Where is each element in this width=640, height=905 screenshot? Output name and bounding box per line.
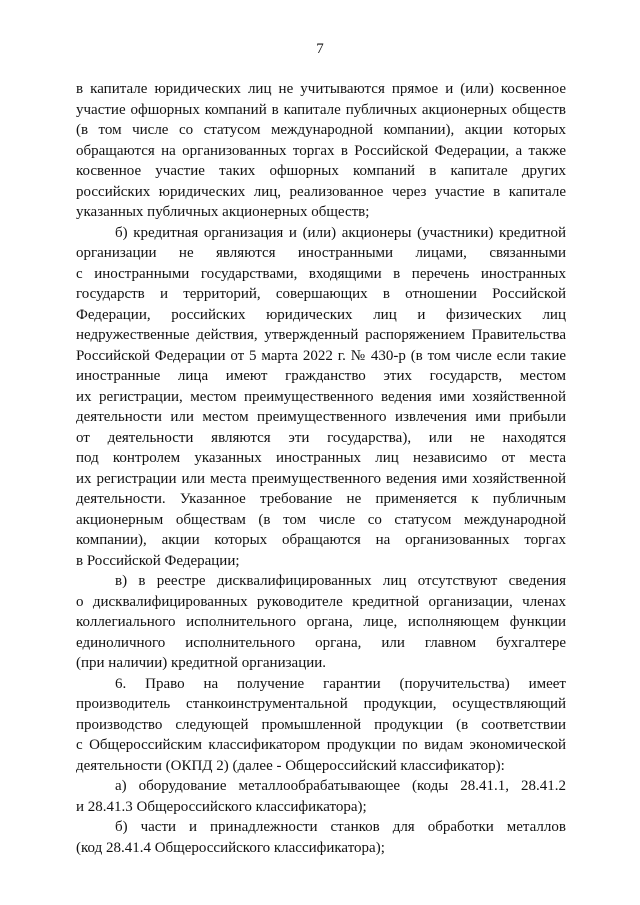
text-line: (код 28.41.4 Общероссийского классификатора); (76, 839, 385, 856)
text-line: в Российской Федерации; (76, 552, 240, 569)
text-line: производитель станкоинструментальной продукции, осуществляющий (76, 696, 566, 712)
text-line: обращаются на организованных торгах в Российской Федерации, а также (76, 142, 566, 159)
text-line: с Общероссийским классификатором продукции по видам экономической (76, 737, 566, 753)
text-line: указанных публичных акционерных обществ; (76, 204, 370, 220)
document-body (76, 79, 566, 858)
text-line: единоличного исполнительного органа, или главном бухгалтере (76, 634, 566, 651)
text-line: их регистрации, местом преимущественного ведения ими хозяйственной (76, 388, 566, 405)
text-line: производство следующей промышленной продукции (в соответствии (76, 716, 566, 733)
text-line: компании), акции которых обращаются на организованных торгах (76, 532, 566, 548)
text-line: деятельности или местом преимущественного извлечения ими прибыли (76, 409, 566, 425)
text-line: организации не являются иностранными лицами, связанными (76, 245, 566, 261)
text-line: (в том числе со статусом международной компании), акции которых (76, 122, 566, 138)
text-line: б) части и принадлежности станков для обработки металлов (115, 819, 566, 835)
page-number: 7 (316, 41, 324, 57)
text-line: в) в реестре дисквалифицированных лиц отсутствуют сведения (115, 573, 566, 589)
text-line: российских юридических лиц, реализованное через участие в капитале (76, 183, 566, 200)
paragraph-p6 (76, 674, 566, 777)
text-line: (при наличии) кредитной организации. (76, 655, 327, 671)
text-line: в капитале юридических лиц не учитываются прямое и (или) косвенное (76, 81, 566, 97)
paragraph-cont (76, 79, 566, 223)
text-line: недружественные действия, утвержденный распоряжением Правительства (76, 327, 566, 343)
text-line: их регистрации или места преимущественного ведения ими хозяйственной (76, 470, 566, 487)
paragraph-v (76, 571, 566, 674)
text-line: косвенное участие таких офшорных компаний в капитале других (76, 163, 566, 179)
text-line: деятельности (ОКПД 2) (далее - Общероссийский классификатор): (76, 757, 505, 774)
text-line: б) кредитная организация и (или) акционеры (участники) кредитной (115, 224, 566, 241)
text-line: деятельности. Указанное требование не применяется к публичным (76, 491, 566, 507)
text-line: 6. Право на получение гарантии (поручительства) имеет (115, 675, 566, 692)
paragraph-b (76, 223, 566, 572)
text-line: а) оборудование металлообрабатывающее (коды 28.41.1, 28.41.2 (115, 778, 566, 794)
text-line: участие офшорных компаний в капитале публичных акционерных обществ (76, 101, 566, 118)
text-line: государств и территорий, совершающих в отношении Российской (76, 286, 566, 302)
text-line: о дисквалифицированных руководителе кредитной организации, членах (76, 593, 566, 610)
text-line: иностранные лица имеют гражданство этих государств, местом (76, 368, 566, 384)
text-line: коллегиального исполнительного органа, лице, исполняющем функции (76, 614, 566, 630)
text-line: Российской Федерации от 5 марта 2022 г. № 430-р (в том числе если такие (76, 347, 566, 364)
text-line: с иностранными государствами, входящими в перечень иностранных (76, 265, 566, 282)
paragraph-p6a (76, 776, 566, 817)
text-line: под контролем указанных иностранных лиц независимо от места (76, 450, 566, 466)
text-line: Федерации, российских юридических лиц и физических лиц (76, 306, 566, 323)
text-line: и 28.41.3 Общероссийского классификатора); (76, 798, 367, 815)
paragraph-p6b (76, 817, 566, 858)
text-line: акционерным обществам (в том числе со статусом международной (76, 511, 566, 528)
text-line: от деятельности являются эти государства), или не находятся (76, 429, 566, 446)
